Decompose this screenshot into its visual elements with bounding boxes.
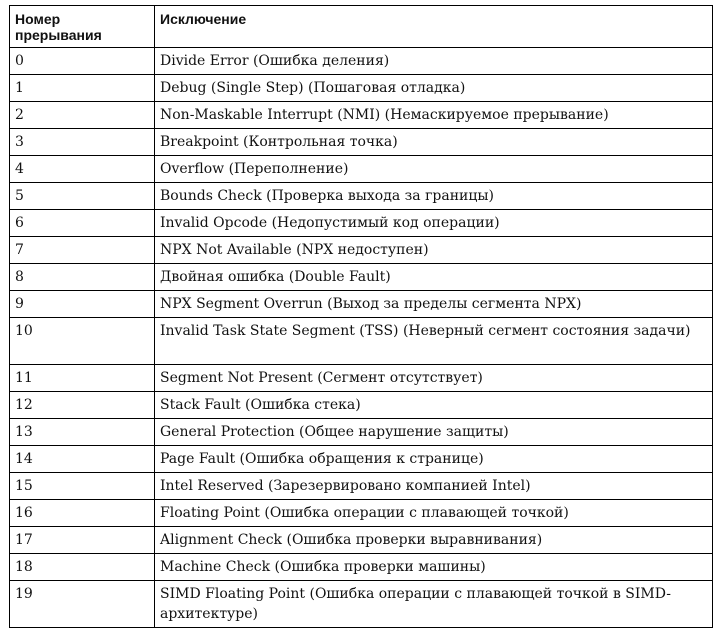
header-interrupt-number: Номер прерывания (10, 6, 155, 48)
table-row (10, 75, 713, 102)
cell-interrupt-number: 11 (10, 365, 155, 392)
cell-interrupt-number: 2 (10, 102, 155, 129)
table-row (10, 183, 713, 210)
table-row (10, 318, 713, 365)
cell-exception: Debug (Single Step) (Пошаговая отладка) (155, 75, 713, 102)
table-row (10, 392, 713, 419)
cell-interrupt-number: 14 (10, 446, 155, 473)
cell-exception: Invalid Opcode (Недопустимый код операции) (155, 210, 713, 237)
table-row (10, 527, 713, 554)
table-row (10, 156, 713, 183)
table-row (10, 419, 713, 446)
cell-exception: Divide Error (Ошибка деления) (155, 48, 713, 75)
cell-exception: Non-Maskable Interrupt (NMI) (Немаскируемое прерывание) (155, 102, 713, 129)
cell-interrupt-number: 1 (10, 75, 155, 102)
cell-interrupt-number: 10 (10, 318, 155, 365)
table-row (10, 129, 713, 156)
cell-interrupt-number: 12 (10, 392, 155, 419)
cell-interrupt-number: 0 (10, 48, 155, 75)
table-row (10, 264, 713, 291)
cell-exception: Breakpoint (Контрольная точка) (155, 129, 713, 156)
table-row (10, 102, 713, 129)
cell-interrupt-number: 19 (10, 581, 155, 628)
cell-exception: NPX Segment Overrun (Выход за пределы сегмента NPX) (155, 291, 713, 318)
cell-interrupt-number: 18 (10, 554, 155, 581)
cell-interrupt-number: 15 (10, 473, 155, 500)
cell-interrupt-number: 3 (10, 129, 155, 156)
cell-exception: Bounds Check (Проверка выхода за границы) (155, 183, 713, 210)
table-row (10, 48, 713, 75)
table-row (10, 237, 713, 264)
cell-exception: SIMD Floating Point (Ошибка операции с плавающей точкой в SIMD-архитектуре) (155, 581, 713, 628)
table-row (10, 365, 713, 392)
cell-interrupt-number: 4 (10, 156, 155, 183)
cell-interrupt-number: 13 (10, 419, 155, 446)
cell-exception: Двойная ошибка (Double Fault) (155, 264, 713, 291)
table-row (10, 473, 713, 500)
cell-interrupt-number: 9 (10, 291, 155, 318)
cell-interrupt-number: 7 (10, 237, 155, 264)
table-row (10, 500, 713, 527)
cell-exception: Segment Not Present (Сегмент отсутствует) (155, 365, 713, 392)
cell-interrupt-number: 5 (10, 183, 155, 210)
cell-interrupt-number: 6 (10, 210, 155, 237)
cell-interrupt-number: 17 (10, 527, 155, 554)
table-row (10, 210, 713, 237)
header-exception: Исключение (155, 6, 713, 48)
table-header-row (10, 6, 713, 48)
cell-exception: Invalid Task State Segment (TSS) (Неверный сегмент состояния задачи) (155, 318, 713, 365)
table-row (10, 554, 713, 581)
table-row (10, 446, 713, 473)
cell-exception: Intel Reserved (Зарезервировано компанией Intel) (155, 473, 713, 500)
cell-exception: Overflow (Переполнение) (155, 156, 713, 183)
cell-exception: Stack Fault (Ошибка стека) (155, 392, 713, 419)
cell-exception: NPX Not Available (NPX недоступен) (155, 237, 713, 264)
cell-interrupt-number: 8 (10, 264, 155, 291)
interrupt-exception-table (9, 5, 713, 628)
cell-exception: Machine Check (Ошибка проверки машины) (155, 554, 713, 581)
cell-exception: General Protection (Общее нарушение защиты) (155, 419, 713, 446)
table-row (10, 291, 713, 318)
cell-exception: Floating Point (Ошибка операции с плавающей точкой) (155, 500, 713, 527)
cell-exception: Alignment Check (Ошибка проверки выравнивания) (155, 527, 713, 554)
cell-exception: Page Fault (Ошибка обращения к странице) (155, 446, 713, 473)
table-row (10, 581, 713, 628)
cell-interrupt-number: 16 (10, 500, 155, 527)
